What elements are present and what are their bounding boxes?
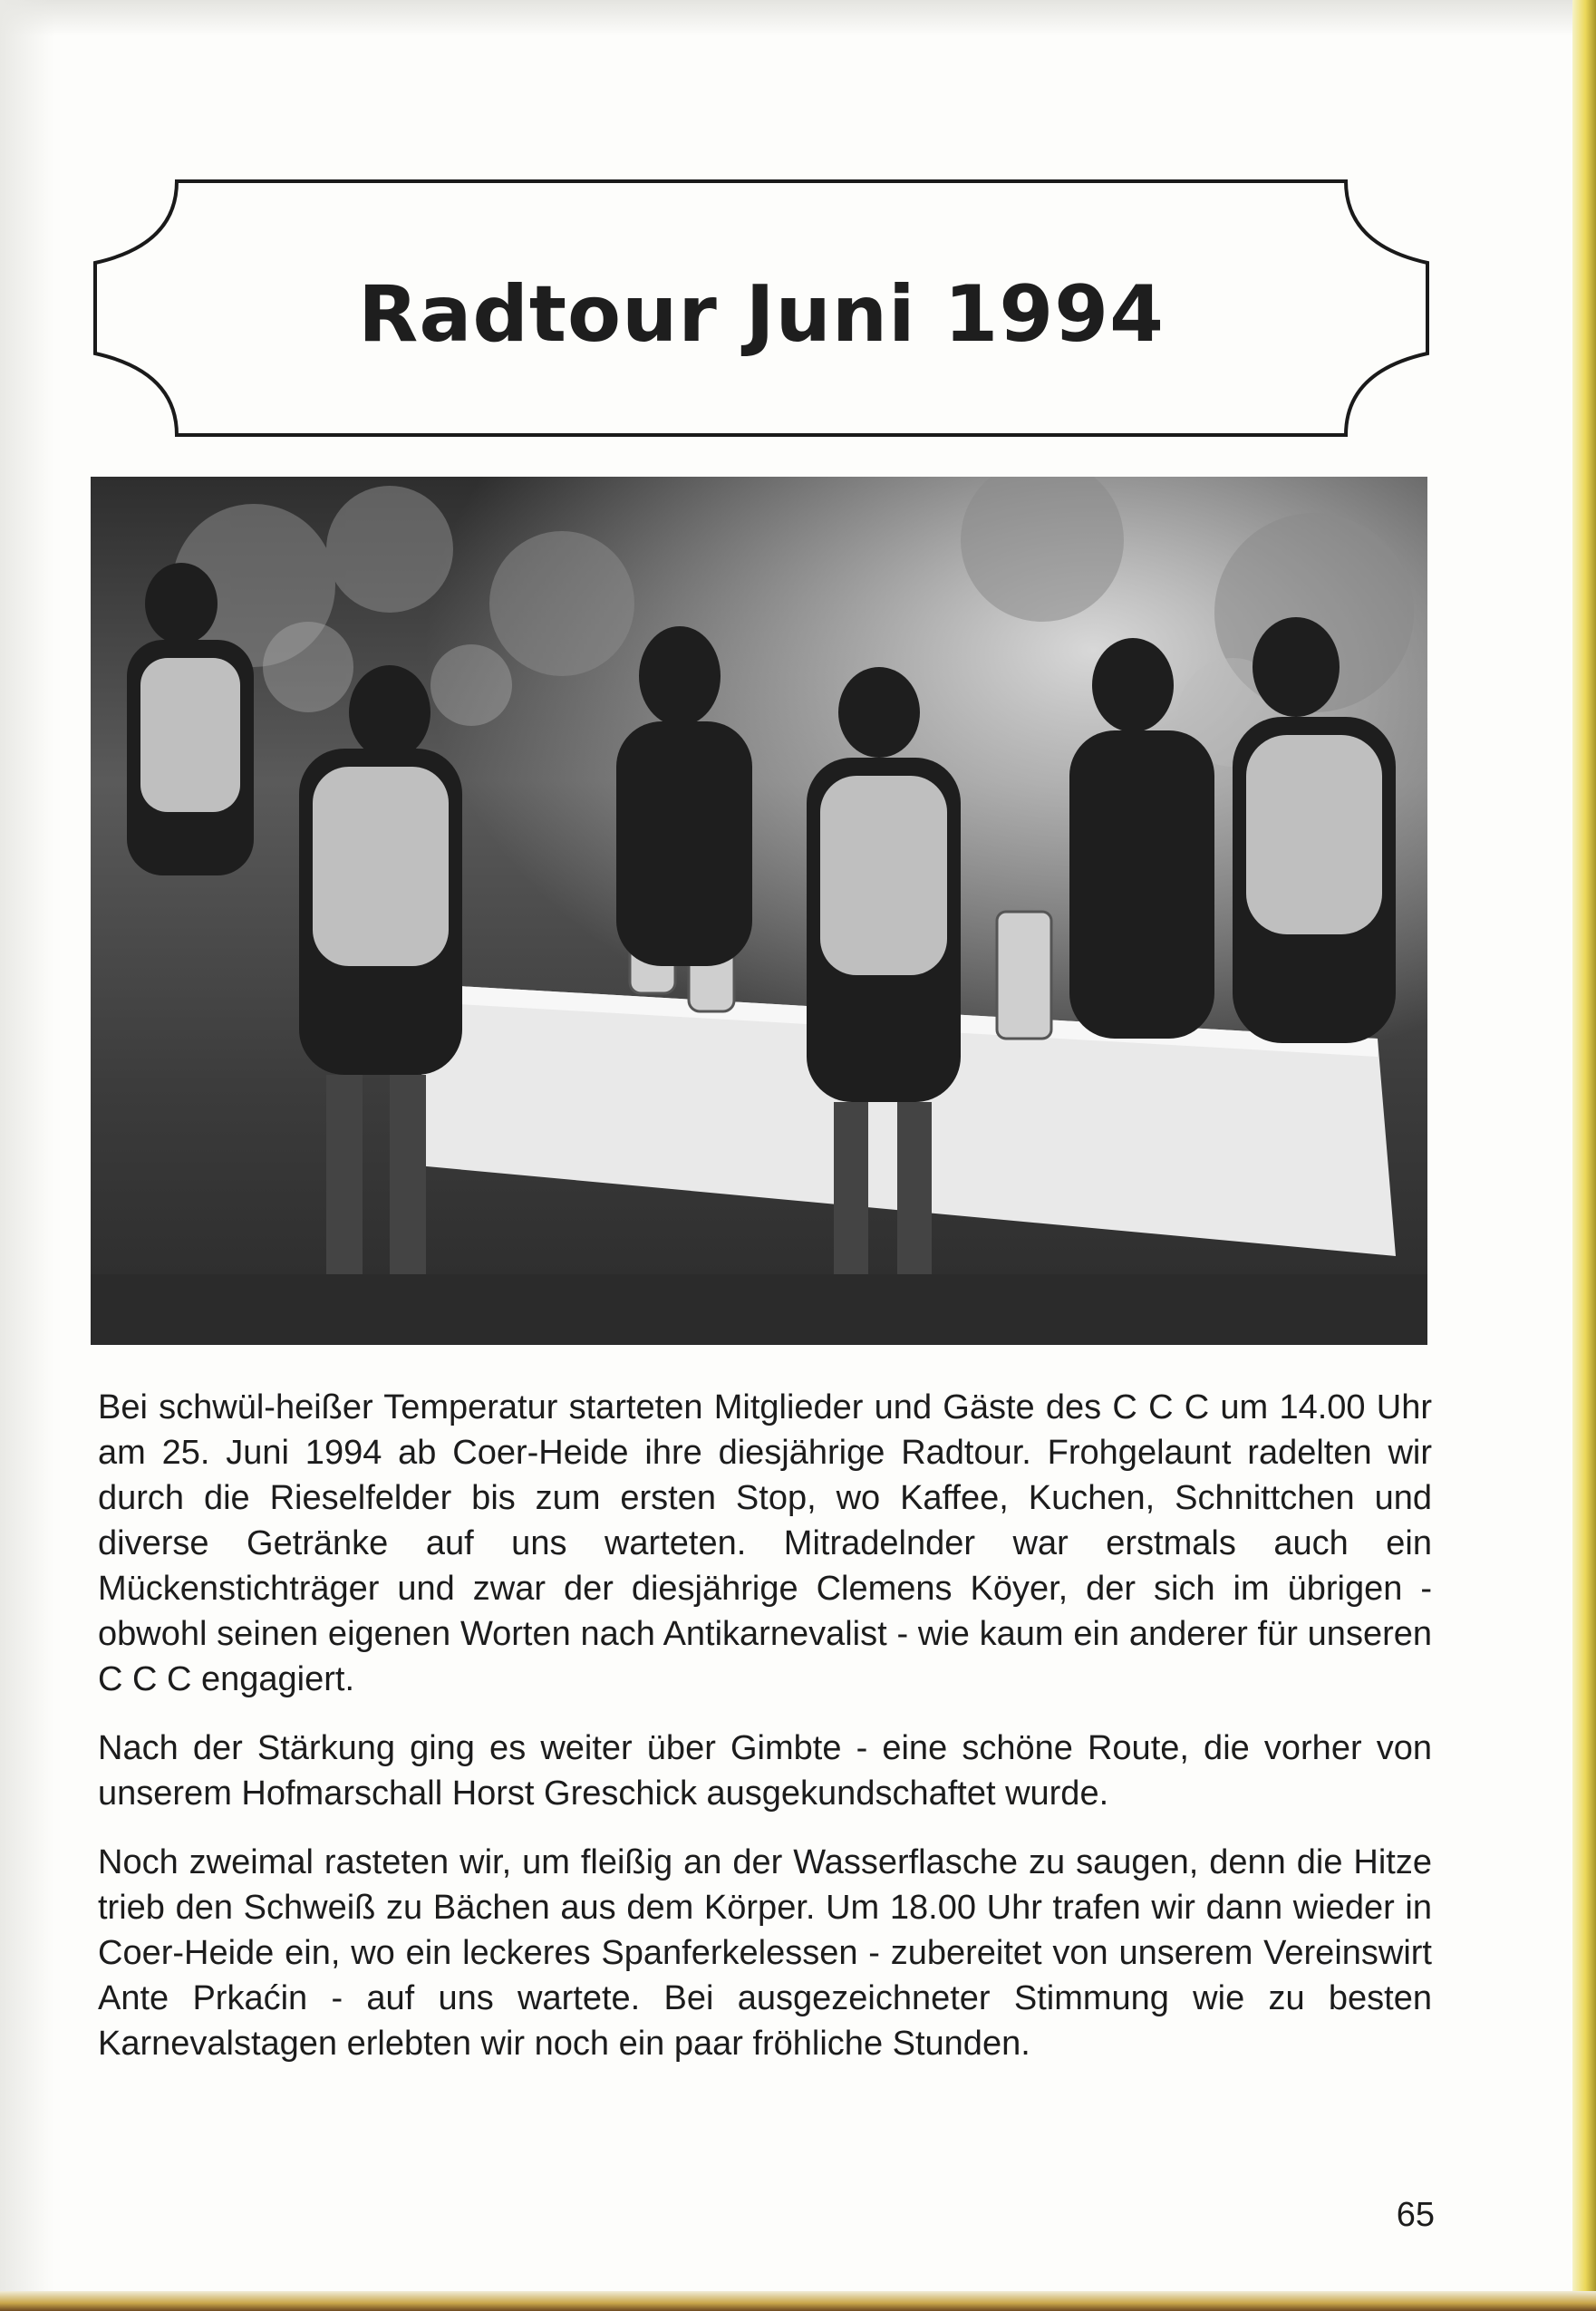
page-number: 65 (1396, 2196, 1435, 2234)
paragraph-2: Nach der Stärkung ging es weiter über Gimbte - eine schöne Route, die vorher von unserem Hofmarschall Horst Greschick ausgekundschaftet wurde. (98, 1729, 1432, 1813)
page-edge-bottom (0, 2291, 1596, 2311)
page-title: Radtour Juni 1994 (358, 269, 1165, 360)
scan-left-shadow (0, 0, 54, 2311)
photo-illustration (91, 477, 1427, 1345)
title-frame (91, 177, 1432, 440)
paragraph-1: Bei schwül-heißer Temperatur starteten Mitglieder und Gäste des C C C um 14.00 Uhr am 25. Juni 1994 ab Coer-Heide ihre diesjährige Radtour. Frohgelaunt radelten wir durch die Rieselfelder bis zum ersten Stop, wo Kaffee, Kuchen, Schnittchen und diverse Getränke auf uns warteten. Mitradelnder war erstmals auch ein Mückenstichträger und zwar der diesjährige Clemens Köyer, der sich im übrigen - obwohl seinen eigenen Worten nach Antikarnevalist - wie kaum ein anderer für unseren C C C engagiert. (98, 1388, 1432, 1698)
group-photo (91, 477, 1427, 1345)
paragraph-3: Noch zweimal rasteten wir, um fleißig an der Wasserflasche zu saugen, denn die Hitze trieb den Schweiß zu Bächen aus dem Körper. Um 18.00 Uhr trafen wir dann wieder in Coer-Heide ein, wo ein leckeres Spanferkelessen - zubereitet von unserem Vereinswirt Ante Prkaćin - auf uns wartete. Bei ausgezeichneter Stimmung wie zu besten Karnevalstagen erlebten wir noch ein paar fröhliche Stunden. (98, 1843, 1432, 2063)
scan-top-shadow (0, 0, 1596, 36)
page-edge-right (1572, 0, 1596, 2311)
article-body (98, 1385, 1432, 2090)
